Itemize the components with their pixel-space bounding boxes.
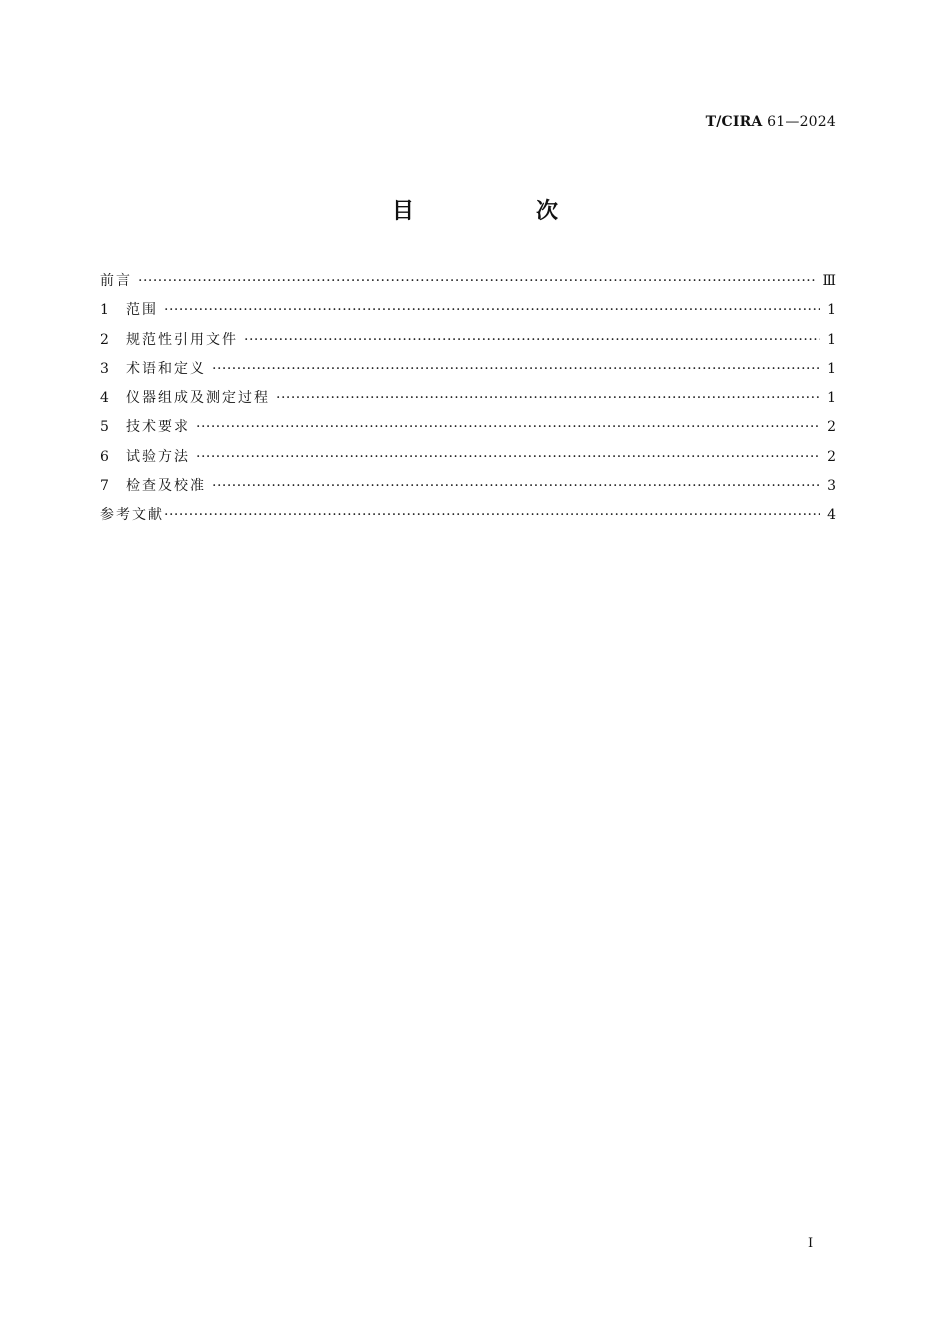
toc-entry-label: 前言 [100, 273, 132, 289]
table-of-contents [100, 270, 836, 534]
toc-entry-bibliography[interactable] [100, 504, 836, 533]
toc-entry-number: 7 [100, 478, 109, 495]
document-code-number: 61—2024 [767, 114, 836, 130]
toc-dot-leader [138, 273, 816, 289]
toc-entry-page: 3 [827, 478, 836, 495]
toc-entry-test-methods[interactable] [100, 446, 836, 475]
toc-dot-leader [196, 449, 820, 465]
toc-dot-leader [212, 361, 820, 377]
toc-entry-foreword[interactable] [100, 270, 836, 299]
toc-entry-page: 2 [827, 448, 836, 465]
toc-entry-number: 3 [100, 360, 109, 377]
toc-entry-label: 参考文献 [100, 507, 164, 524]
toc-entry-page: Ⅲ [822, 273, 836, 289]
toc-title: 目 次 [391, 199, 608, 224]
page-number: I [808, 1236, 814, 1251]
toc-dot-leader [196, 419, 820, 435]
toc-entry-label: 技术要求 [126, 419, 190, 436]
toc-entry-instrument-composition[interactable] [100, 387, 836, 416]
document-code [706, 114, 836, 130]
toc-entry-label: 术语和定义 [126, 360, 206, 377]
toc-dot-leader [164, 302, 820, 318]
toc-dot-leader [212, 478, 820, 494]
toc-entry-terms-definitions[interactable] [100, 358, 836, 387]
toc-entry-number: 5 [100, 419, 109, 436]
toc-dot-leader [244, 332, 820, 348]
toc-entry-number: 2 [100, 331, 109, 348]
toc-entry-page: 1 [827, 390, 836, 407]
toc-entry-normative-references[interactable] [100, 329, 836, 358]
toc-entry-label: 规范性引用文件 [126, 331, 238, 348]
toc-entry-label: 试验方法 [126, 448, 190, 465]
toc-entry-scope[interactable] [100, 299, 836, 328]
document-code-prefix: T/CIRA [705, 114, 763, 130]
toc-entry-page: 2 [827, 419, 836, 436]
toc-dot-leader [276, 390, 820, 406]
toc-entry-label: 检查及校准 [126, 478, 206, 495]
toc-entry-inspection-calibration[interactable] [100, 475, 836, 504]
toc-entry-page: 1 [827, 302, 836, 319]
toc-entry-number: 4 [100, 390, 109, 407]
toc-entry-page: 4 [827, 507, 836, 524]
toc-entry-label: 仪器组成及测定过程 [126, 390, 270, 407]
toc-entry-number: 6 [100, 448, 109, 465]
toc-entry-page: 1 [827, 360, 836, 377]
toc-entry-number: 1 [100, 302, 109, 319]
toc-dot-leader [164, 507, 820, 523]
toc-entry-label: 范围 [126, 302, 158, 319]
toc-entry-technical-requirements[interactable] [100, 416, 836, 445]
toc-entry-page: 1 [827, 331, 836, 348]
